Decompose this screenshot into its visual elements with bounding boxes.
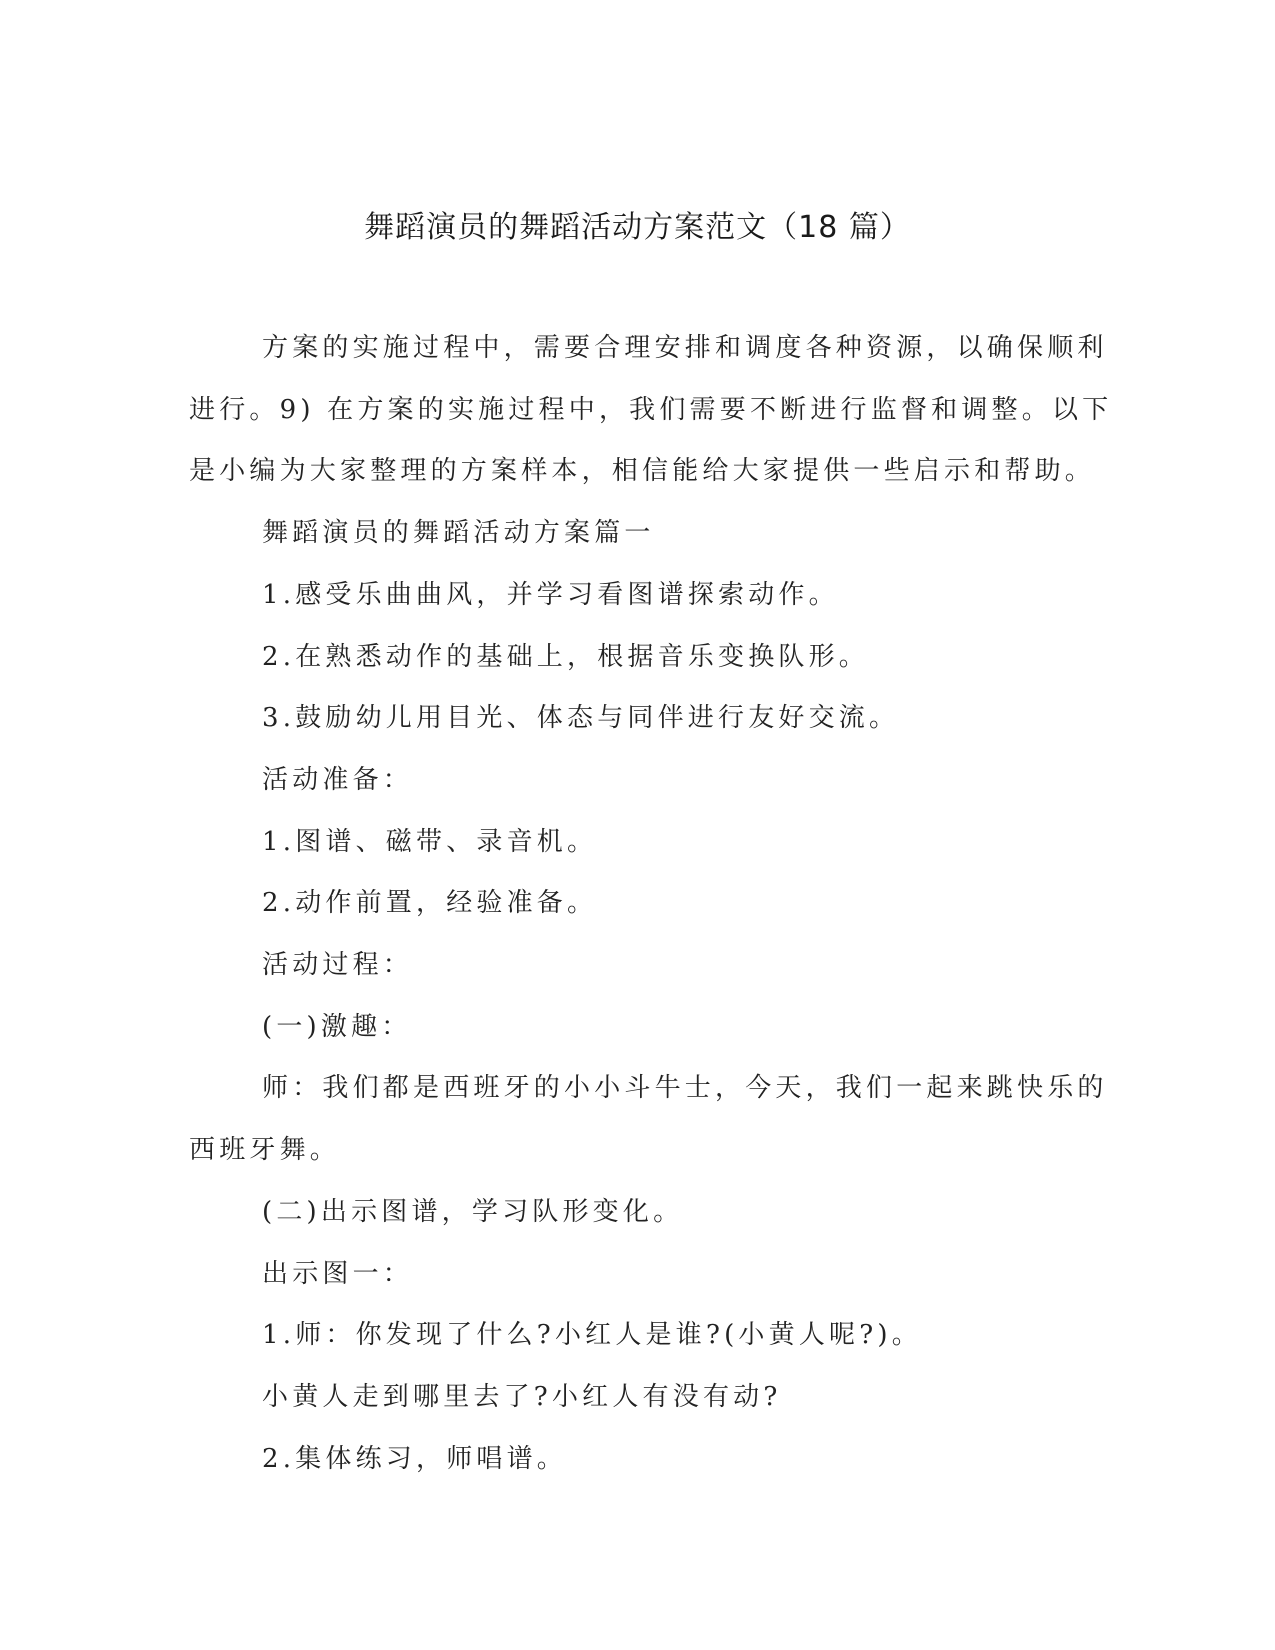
question-item: 1.师：你发现了什么?小红人是谁?(小黄人呢?)。 xyxy=(262,1320,922,1351)
document-body xyxy=(189,318,1113,1490)
intro-line: 方案的实施过程中，需要合理安排和调度各种资源，以确保顺利 xyxy=(262,333,1108,363)
figure-heading: 出示图一： xyxy=(262,1258,414,1289)
section-heading: 舞蹈演员的舞蹈活动方案篇一 xyxy=(262,518,655,549)
intro-line: 是小编为大家整理的方案样本，相信能给大家提供一些启示和帮助。 xyxy=(189,456,1096,487)
teacher-line: 西班牙舞。 xyxy=(189,1135,341,1166)
document-title: 舞蹈演员的舞蹈活动方案范文（18 篇） xyxy=(364,210,911,245)
teacher-paragraph xyxy=(189,1058,1108,1120)
intro-paragraph xyxy=(189,318,1108,380)
goal-item: 1.感受乐曲曲风，并学习看图谱探索动作。 xyxy=(262,579,839,610)
goal-item: 3.鼓励幼儿用目光、体态与同伴进行友好交流。 xyxy=(262,703,900,734)
question-item: 小黄人走到哪里去了?小红人有没有动? xyxy=(262,1381,782,1412)
intro-continuation xyxy=(189,380,1113,503)
process-step: (一)激趣： xyxy=(262,1011,412,1042)
intro-line: 进行。9) 在方案的实施过程中，我们需要不断进行监督和调整。以下 xyxy=(189,394,1113,425)
preparation-item: 2.动作前置，经验准备。 xyxy=(262,888,598,919)
practice-item: 2.集体练习，师唱谱。 xyxy=(262,1443,568,1474)
teacher-line: 师：我们都是西班牙的小小斗牛士，今天，我们一起来跳快乐的 xyxy=(262,1073,1108,1104)
subheading-process: 活动过程： xyxy=(262,950,414,981)
teacher-continuation xyxy=(189,1120,1069,1182)
process-step: (二)出示图谱，学习队形变化。 xyxy=(262,1196,684,1227)
goal-item: 2.在熟悉动作的基础上，根据音乐变换队形。 xyxy=(262,641,870,672)
subheading-preparation: 活动准备： xyxy=(262,764,414,795)
preparation-item: 1.图谱、磁带、录音机。 xyxy=(262,826,598,857)
